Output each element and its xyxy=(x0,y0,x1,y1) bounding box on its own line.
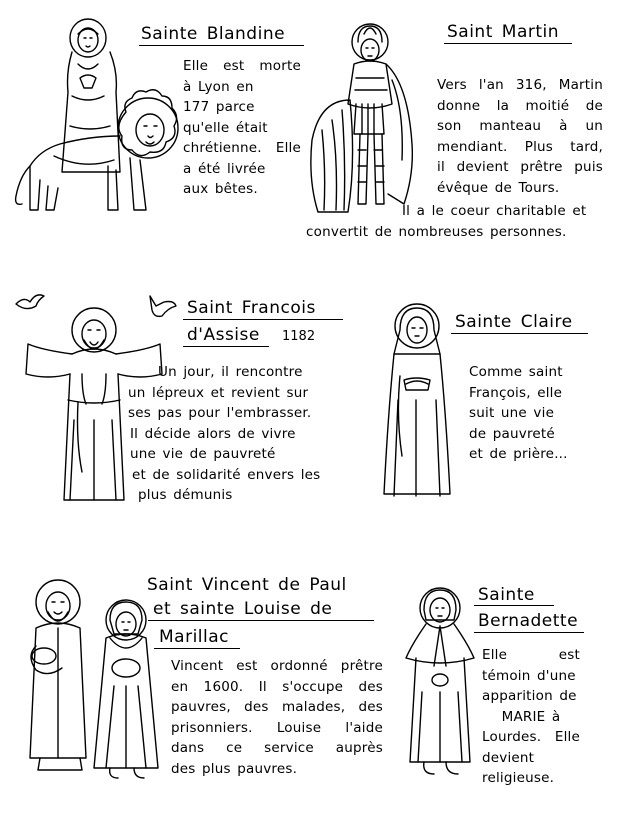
text-line: chrétienne. Elle xyxy=(183,140,301,156)
text-line: il devient prêtre puis xyxy=(437,159,603,175)
francois-title-line1: Saint Francois xyxy=(187,298,316,318)
text-line: prisonniers. Louise l'aide xyxy=(171,719,383,736)
vincent-title-line3: Marillac xyxy=(159,627,230,647)
text-line: de pauvreté xyxy=(469,425,555,442)
text-line: évêque de Tours. xyxy=(437,179,560,196)
vincent-title-line1: Saint Vincent de Paul xyxy=(147,575,347,595)
text-line: apparition de xyxy=(482,688,577,704)
text-line: MARIE à xyxy=(501,708,561,725)
bernadette-title-underline-1 xyxy=(474,605,554,606)
blandine-title: Sainte Blandine xyxy=(141,24,286,44)
text-line: Il décide alors de vivre xyxy=(130,425,296,442)
bernadette-title-underline-2 xyxy=(474,632,584,633)
text-line: dans ce service auprès xyxy=(171,740,383,756)
text-line: Comme saint xyxy=(469,364,563,380)
text-line: Elle est morte xyxy=(183,58,301,74)
text-line: son manteau à un xyxy=(437,118,603,134)
text-line: des plus pauvres. xyxy=(171,760,298,777)
vincent-and-louise-illustration xyxy=(22,576,162,806)
text-line: Il a le coeur charitable et xyxy=(402,203,587,219)
text-line: et de solidarité envers les xyxy=(132,466,321,483)
bernadette-title-line1: Sainte xyxy=(478,585,535,605)
text-line: en 1600. Il s'occupe des xyxy=(171,678,383,695)
bernadette-title-line2: Bernadette xyxy=(478,611,579,631)
text-line: ses pas pour l'embrasser. xyxy=(128,405,312,421)
vincent-text xyxy=(171,656,383,779)
text-line: 177 parce xyxy=(183,99,255,115)
text-line: Vers l'an 316, Martin xyxy=(437,77,603,93)
claire-title: Sainte Claire xyxy=(455,312,573,332)
vincent-title-underline-1 xyxy=(148,620,374,621)
bernadette-illustration xyxy=(404,582,476,782)
text-line: un lépreux et revient sur xyxy=(128,384,309,401)
text-line: a été livrée xyxy=(183,160,266,177)
text-line: François, elle xyxy=(469,384,563,401)
text-line: mendiant. Plus tard, xyxy=(437,138,603,155)
francois-title-line2: d'Assise xyxy=(187,325,260,345)
text-line: suit une vie xyxy=(469,405,555,421)
francois-year: 1182 xyxy=(282,329,316,344)
francois-with-birds-illustration xyxy=(8,290,184,510)
claire-title-underline xyxy=(451,333,588,334)
blandine-with-lion-illustration xyxy=(8,16,186,216)
text-line: convertit de nombreuses personnes. xyxy=(306,223,567,240)
martin-soldier-illustration xyxy=(308,20,428,220)
martin-title-underline xyxy=(444,43,572,44)
text-line: Lourdes. Elle xyxy=(482,729,580,745)
text-line: religieuse. xyxy=(482,770,555,786)
text-line: donne la moitié de xyxy=(437,97,603,114)
vincent-title-underline-2 xyxy=(154,648,240,649)
claire-text xyxy=(469,362,574,465)
vincent-title-line2: et sainte Louise de xyxy=(153,599,333,619)
text-line: qu'elle était xyxy=(183,119,268,136)
martin-text xyxy=(437,75,603,198)
text-line: et de prière... xyxy=(469,446,568,462)
text-line: Un jour, il rencontre xyxy=(158,364,303,380)
text-line: pauvres, des malades, des xyxy=(171,699,383,715)
text-line: une vie de pauvreté xyxy=(130,446,276,462)
text-line: plus démunis xyxy=(138,487,233,503)
text-line: à Lyon en xyxy=(183,78,254,95)
text-line: Vincent est ordonné prêtre xyxy=(171,658,383,674)
martin-title: Saint Martin xyxy=(447,22,560,42)
blandine-text xyxy=(183,56,301,200)
francois-title-underline-2 xyxy=(183,346,269,347)
claire-nun-illustration xyxy=(376,300,458,500)
text-line: Elle est xyxy=(482,647,580,663)
francois-title-underline-1 xyxy=(183,319,343,320)
text-line: devient xyxy=(482,749,535,766)
text-line: aux bêtes. xyxy=(183,181,258,197)
bernadette-text xyxy=(482,645,580,789)
text-line: témoin d'une xyxy=(482,667,576,684)
